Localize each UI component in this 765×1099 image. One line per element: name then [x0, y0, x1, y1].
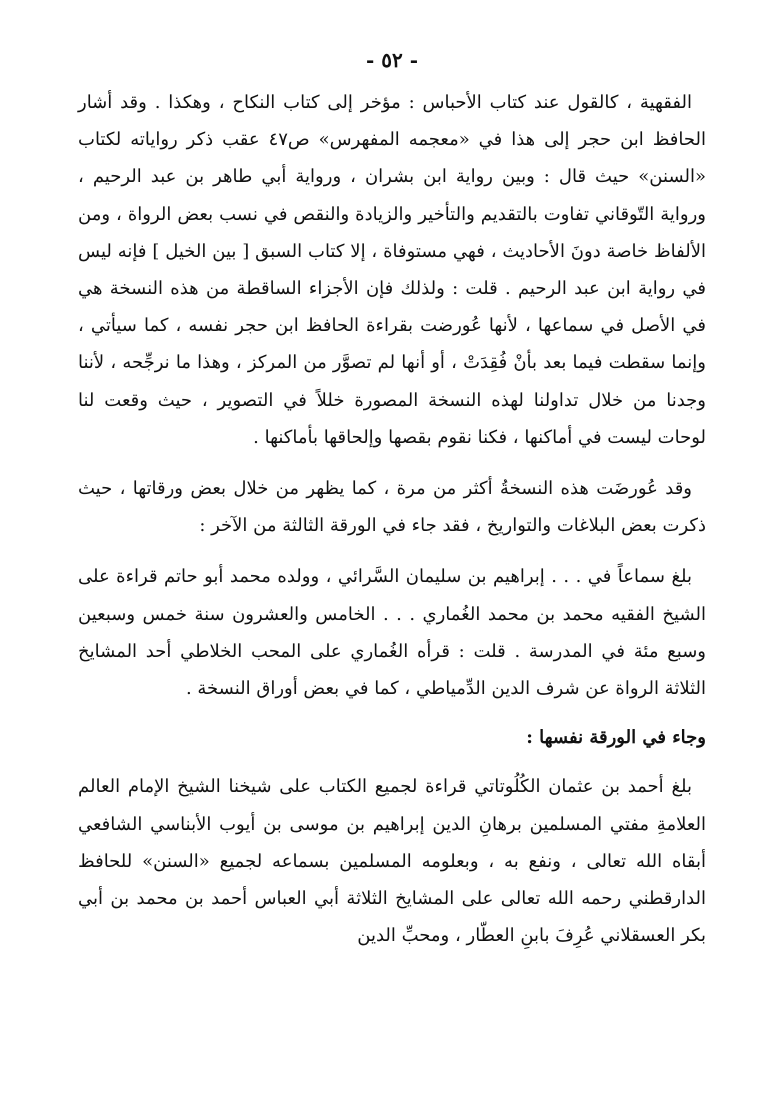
paragraph-first-note: بلغ سماعاً في . . . إبراهيم بن سليمان السَّرائي ، وولده محمد أبو حاتم قراءة على الشيخ الفقيه محمد بن محمد الغُماري . . . الخامس والعشرون سنة خمس وسبعين وسبع مئة في المدرسة . قلت : قرأه الغُماري على المحب الخلاطي أحد المشايخ الثلاثة الرواة عن شرف الدين الدِّمياطي ، كما في بعض أوراق النسخة . — [78, 566, 706, 700]
paragraph-manuscript-order: الفقهية ، كالقول عند كتاب الأحباس : مؤخر إلى كتاب النكاح ، وهكذا . وقد أشار الحافظ ابن حجر إلى هذا في «معجمه المفهرس» ص٤٧ عقب ذكر رواياته لكتاب «السنن» حيث قال : وبين رواية ابن بشران ، ورواية أبي طاهر بن عبد الرحيم ، ورواية التّوقاني تفاوت بالتقديم والتأخير والزيادة والنقص في نسب بعض الرواة ، ومن الألفاظ خاصة دونَ الأحاديث ، فهي مستوفاة ، إلا كتاب السبق [ بين الخيل ] فإنه ليس في رواية ابن عبد الرحيم . قلت : ولذلك فإن الأجزاء الساقطة من هذه النسخة هي في الأصل في سماعها ، لأنها عُورضت بقراءة الحافظ ابن حجر نفسه ، كما سيأتي ، وإنما سقطت فيما بعد بأنْ فُقِدَتْ ، أو أنها لم تصوَّر من المركز ، وهذا ما نرجِّحه ، لأننا وجدنا من خلال تداولنا لهذه النسخة المصورة خللاً في التصوير ، حيث وقعت لنا لوحات ليست في أماكنها ، فكنا نقوم بقصها وإلحاقها بأماكنها . — [78, 92, 706, 448]
book-page — [78, 40, 706, 1090]
paragraph-collation: وقد عُورضَت هذه النسخةُ أكثر من مرة ، كما يظهر من خلال بعض ورقاتها ، حيث ذكرت بعض البلاغات والتواريخ ، فقد جاء في الورقة الثالثة من الآخر : — [78, 478, 706, 537]
paragraph-second-note: بلغ أحمد بن عثمان الكُلُوتاتي قراءة لجميع الكتاب على شيخنا الشيخ الإمام العالم العلامةِ مفتي المسلمين برهانِ الدين إبراهيم بن موسى بن أيوب الأبناسي الشافعي أبقاه الله تعالى ، ونفع به ، وبعلومه المسلمين بسماعه لجميع «السنن» للحافظ الدارقطني رحمه الله تعالى على المشايخ الثلاثة أبي العباس أحمد بن محمد بن أبي بكر العسقلاني عُرِفَ بابنِ العطّار ، ومحبِّ الدين — [78, 776, 706, 947]
section-heading: وجاء في الورقة نفسها : — [526, 727, 706, 749]
page-number: - ٥٢ - — [365, 48, 418, 72]
